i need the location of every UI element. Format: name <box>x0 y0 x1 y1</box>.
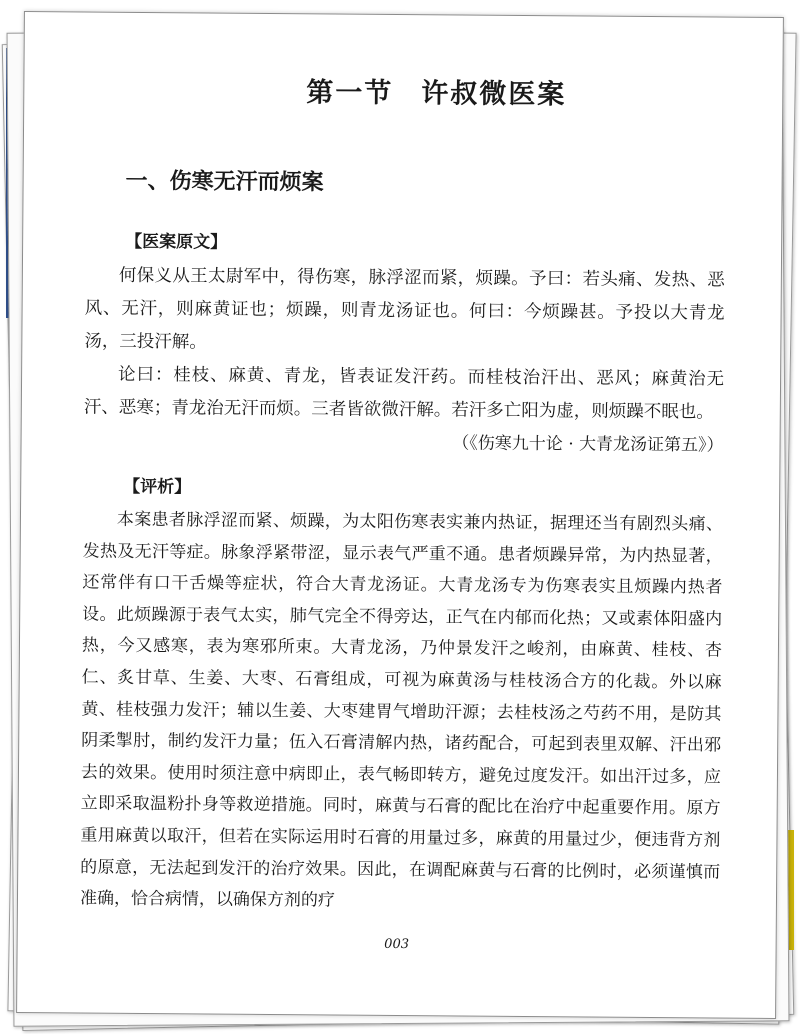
page-title <box>86 69 726 113</box>
book-page <box>16 11 784 1019</box>
page-number: 003 <box>384 936 410 953</box>
analysis-paragraph: 本案患者脉浮涩而紧、烦躁，为太阳伤寒表实兼内热证，据理还当有剧烈头痛、发热及无汗等症。脉象浮紧带涩，显示表气严重不通。患者烦躁异常，为内热显著，还常伴有口干舌燥等症状，符合大青龙汤证。大青龙汤专为伤寒表实且烦躁内热者设。此烦躁源于表气太实，肺气完全不得旁达，正气在内郁而化热；又或素体阳盛内热，今又感寒，表为寒邪所束。大青龙汤，乃仲景发汗之峻剂，由麻黄、桂枝、杏仁、炙甘草、生姜、大枣、石膏组成，可视为麻黄汤与桂枝汤合方的化裁。外以麻黄、桂枝强力发汗；辅以生姜、大枣建胃气增助汗源；去桂枝汤之芍药不用，是防其阴柔掣肘，制约发汗力量；伍入石膏清解内热，诸药配合，可起到表里双解、汗出邪去的效果。使用时须注意中病即止，表气畅即转方，避免过度发汗。如出汗过多，应立即采取温粉扑身等救逆措施。同时，麻黄与石膏的配比在治疗中起重要作用。原方重用麻黄以取汗，但若在实际运用时石膏的用量过多，麻黄的用量过少，便违背方剂的原意，无法起到发汗的治疗效果。因此，在调配麻黄与石膏的比例时，必须谨慎而准确，恰合病情，以确保方剂的疗 <box>79 509 724 911</box>
original-paragraph-2: 论曰：桂枝、麻黄、青龙，皆表证发汗药。而桂枝治汗出、恶风；麻黄治无汗、恶寒；青龙治无汗而烦。三者皆欲微汗解。若汗多亡阳为虚，则烦躁不眠也。 <box>83 364 725 423</box>
analysis-label: 【评析】 <box>123 476 192 498</box>
title-name: 许叔微医案 <box>421 78 567 111</box>
original-paragraph-1: 何保义从王太尉军中，得伤寒，脉浮涩而紧，烦躁。予曰：若头痛、发热、恶风、无汗，则麻黄证也；烦躁，则青龙汤证也。何曰：今烦躁甚。予投以大青龙汤，三投汗解。 <box>84 265 725 353</box>
page-content <box>80 69 727 921</box>
source-citation: （《伤寒九十论 · 大青龙汤证第五》） <box>452 433 724 456</box>
section-heading: 一、伤寒无汗而烦案 <box>125 168 324 196</box>
title-section-number: 第一节 <box>306 77 394 109</box>
original-text-label: 【医案原文】 <box>125 231 228 253</box>
